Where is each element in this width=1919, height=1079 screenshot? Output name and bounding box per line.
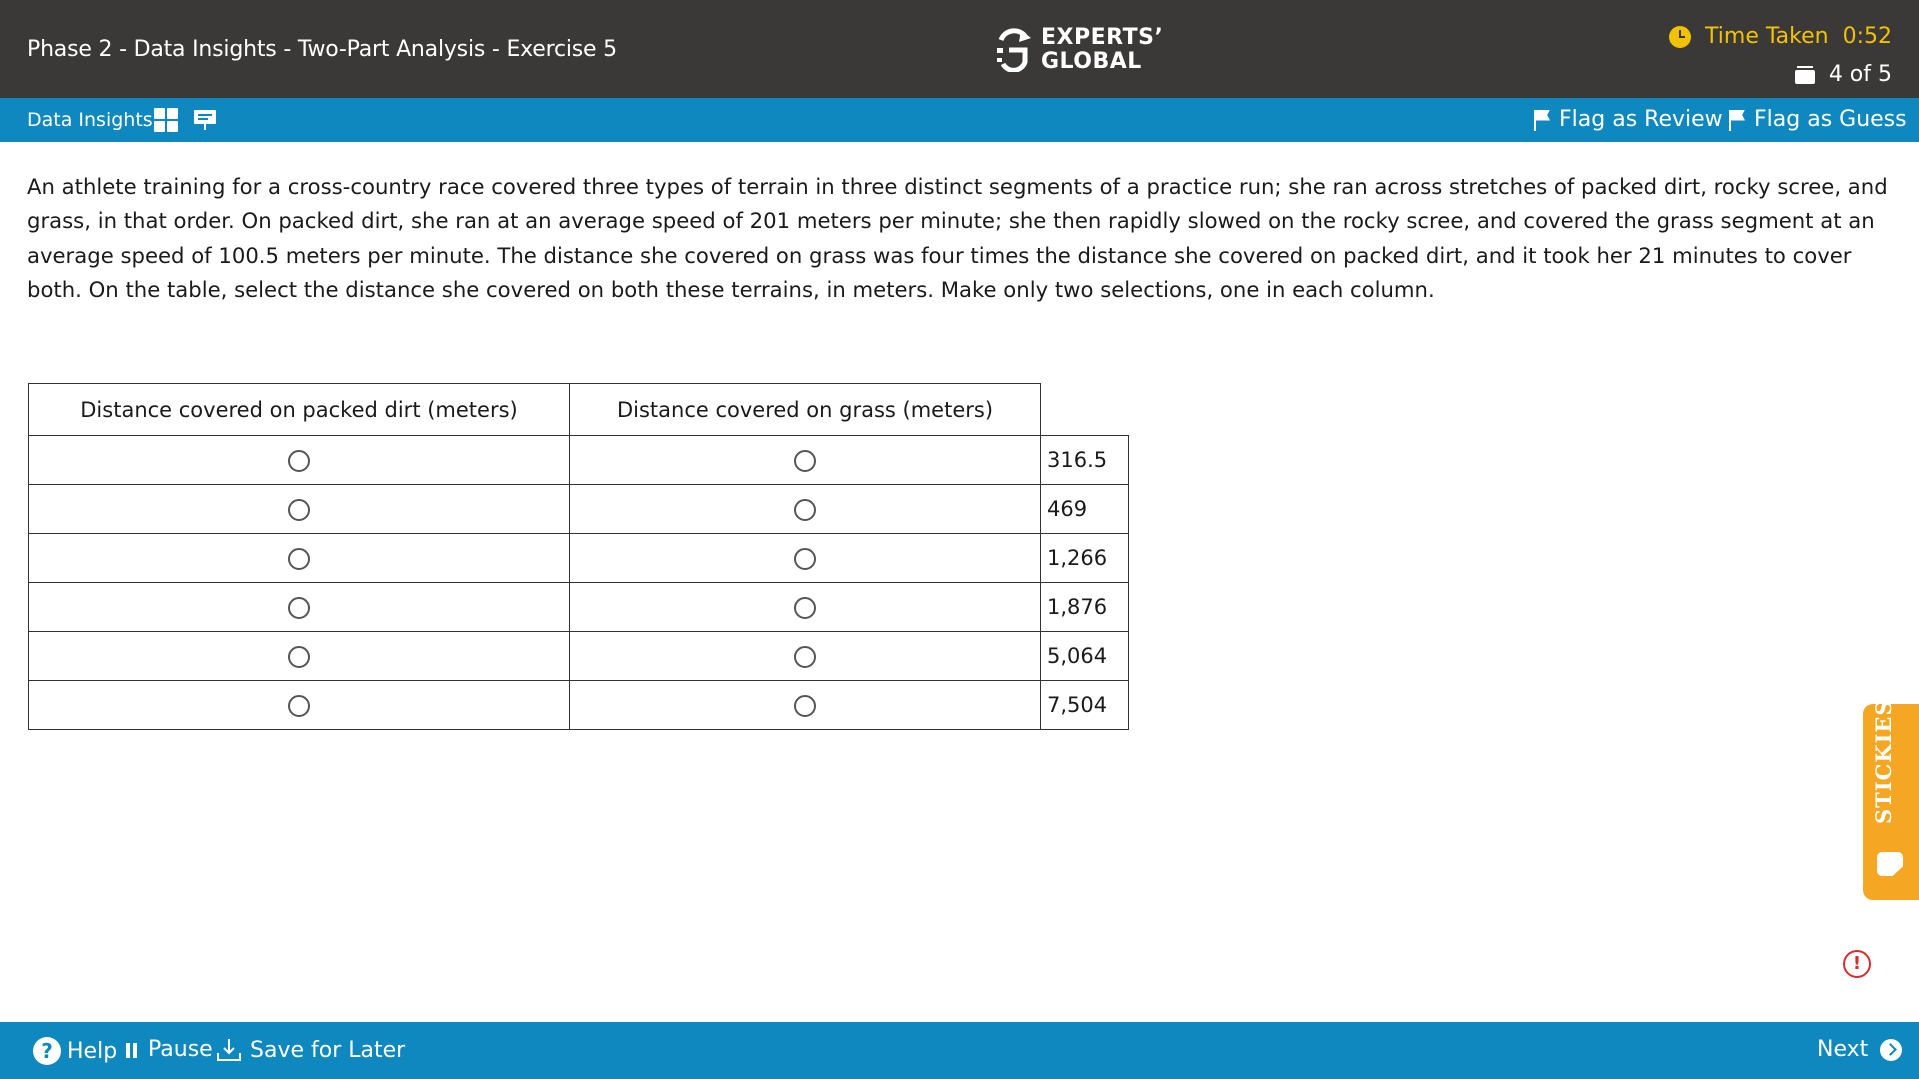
section-name: Data Insights bbox=[27, 109, 153, 131]
flag-review-button[interactable] bbox=[1533, 107, 1723, 132]
next-arrow-icon bbox=[1880, 1039, 1902, 1061]
save-label: Save for Later bbox=[250, 1037, 406, 1063]
timer-value: 0:52 bbox=[1842, 24, 1892, 49]
progress-text: 4 of 5 bbox=[1828, 62, 1892, 87]
flag-guess-button[interactable] bbox=[1728, 107, 1907, 132]
logo-mark-icon bbox=[995, 28, 1033, 72]
answer-value: 7,504 bbox=[1041, 681, 1129, 730]
clock-icon bbox=[1669, 26, 1691, 48]
value-column-header bbox=[1041, 384, 1129, 436]
radio-packed-dirt[interactable] bbox=[288, 548, 310, 570]
answer-value: 1,266 bbox=[1041, 534, 1129, 583]
timer-label: Time Taken bbox=[1705, 24, 1829, 49]
top-header bbox=[0, 0, 1919, 98]
radio-packed-dirt[interactable] bbox=[288, 646, 310, 668]
calculator-icon[interactable] bbox=[154, 108, 178, 132]
help-button[interactable] bbox=[33, 1037, 117, 1065]
next-label: Next bbox=[1817, 1037, 1869, 1062]
column-header-grass: Distance covered on grass (meters) bbox=[570, 384, 1041, 436]
question-stack-icon bbox=[1795, 66, 1815, 84]
radio-grass[interactable] bbox=[794, 499, 816, 521]
radio-grass[interactable] bbox=[794, 548, 816, 570]
column-header-packed-dirt: Distance covered on packed dirt (meters) bbox=[29, 384, 570, 436]
pause-label: Pause bbox=[148, 1037, 213, 1062]
answer-table bbox=[28, 383, 1129, 730]
stickies-tab[interactable] bbox=[1863, 699, 1919, 900]
answer-value: 1,876 bbox=[1041, 583, 1129, 632]
bottom-toolbar bbox=[0, 1022, 1919, 1079]
answer-value: 469 bbox=[1041, 485, 1129, 534]
question-progress bbox=[1795, 62, 1892, 87]
exercise-title: Phase 2 - Data Insights - Two-Part Analysis - Exercise 5 bbox=[27, 37, 617, 62]
radio-grass[interactable] bbox=[794, 597, 816, 619]
answer-value: 316.5 bbox=[1041, 436, 1129, 485]
table-row bbox=[29, 632, 1129, 681]
logo-line2: GLOBAL bbox=[1041, 49, 1142, 74]
save-for-later-button[interactable] bbox=[216, 1037, 405, 1063]
logo-line1: EXPERTS’ bbox=[1041, 25, 1164, 50]
radio-grass[interactable] bbox=[794, 450, 816, 472]
radio-grass[interactable] bbox=[794, 695, 816, 717]
flag-icon bbox=[1533, 109, 1551, 131]
answer-value: 5,064 bbox=[1041, 632, 1129, 681]
table-row bbox=[29, 485, 1129, 534]
timer[interactable] bbox=[1669, 24, 1892, 49]
help-icon: ? bbox=[33, 1037, 61, 1065]
table-row bbox=[29, 436, 1129, 485]
radio-packed-dirt[interactable] bbox=[288, 695, 310, 717]
help-label: Help bbox=[67, 1038, 118, 1064]
next-button[interactable] bbox=[1817, 1037, 1902, 1062]
pause-button[interactable] bbox=[124, 1037, 213, 1062]
flag-review-label: Flag as Review bbox=[1559, 107, 1723, 132]
question-text: An athlete training for a cross-country race covered three types of terrain in three distinct segments of a practice run; she ran across stretches of packed dirt, rocky scree, and grass, in that order. On packed dirt, she ran at an average speed of 201 meters per minute; she then rapidly slowed on the rocky scree, and covered the grass segment at an average speed of 100.5 meters per minute. The distance she covered on grass was four times the distance she covered on packed dirt, and it took her 21 minutes to cover both. On the table, select the distance she covered on both these terrains, in meters. Make only two selections, one in each column. bbox=[27, 174, 1888, 303]
radio-packed-dirt[interactable] bbox=[288, 450, 310, 472]
radio-packed-dirt[interactable] bbox=[288, 499, 310, 521]
flag-guess-label: Flag as Guess bbox=[1754, 107, 1907, 132]
radio-grass[interactable] bbox=[794, 646, 816, 668]
whiteboard-icon[interactable] bbox=[193, 108, 217, 132]
sticky-note-icon bbox=[1877, 852, 1903, 876]
experts-global-logo bbox=[995, 26, 1163, 74]
radio-packed-dirt[interactable] bbox=[288, 597, 310, 619]
stickies-label: STICKIES bbox=[1871, 699, 1896, 824]
table-row bbox=[29, 583, 1129, 632]
section-toolbar bbox=[0, 98, 1919, 142]
download-icon bbox=[216, 1037, 242, 1063]
table-row bbox=[29, 534, 1129, 583]
flag-icon bbox=[1728, 109, 1746, 131]
logo-wordmark bbox=[1041, 26, 1163, 74]
table-row bbox=[29, 681, 1129, 730]
pause-icon bbox=[124, 1042, 138, 1058]
report-error-icon[interactable]: ! bbox=[1843, 950, 1871, 978]
